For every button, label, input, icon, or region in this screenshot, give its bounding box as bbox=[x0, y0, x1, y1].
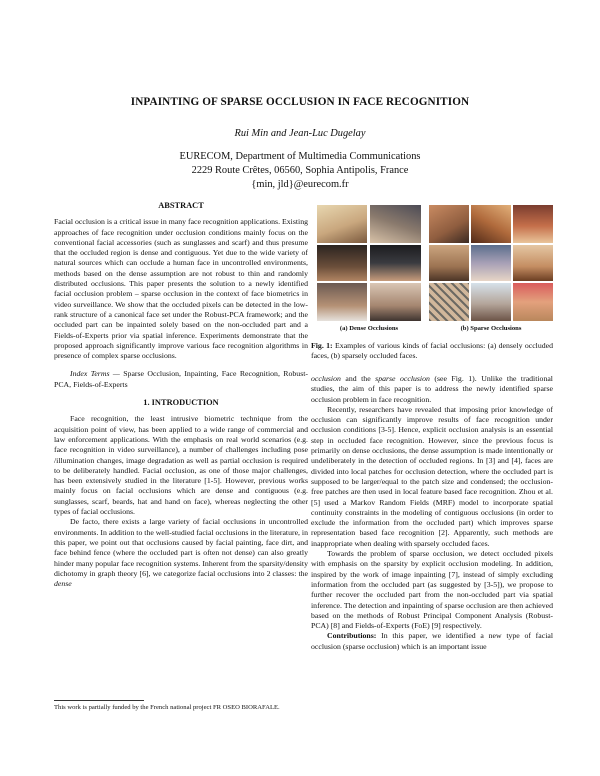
occlusion-term: occlusion bbox=[311, 374, 341, 383]
photo-face-paint-7 bbox=[513, 283, 553, 321]
right-paragraph-3: Towards the problem of sparse occlusion, we detect occluded pixels with emphasis on the sparsity by explicit occlusion modeling. In addition, inspired by the work of image inpainting [7], instead of simply excluding information from the occluded part (as suggested by [3-5]), we propose to further recover the occluded part from the non-occluded part via spatial inference. The detection and inpainting of sparse occlusion are then achieved based on the methods of Robust Principal Component Analysis (Robust-PCA) [8] and Fields-of-Experts (FoE) [9] respectively. bbox=[311, 549, 553, 631]
right-paragraph-4 bbox=[311, 631, 553, 652]
right-p1-rest: (see Fig. 1). Unlike the traditional studies, the aim of this paper is to address the newly identified sparse occlusion problem in face recognition. bbox=[311, 374, 553, 404]
photo-beard bbox=[317, 245, 367, 281]
paper-authors: Rui Min and Jean-Luc Dugelay bbox=[234, 128, 366, 139]
photo-face-paint-1 bbox=[471, 205, 511, 243]
footnote-divider bbox=[54, 700, 144, 701]
figure-caption-label: Fig. 1: bbox=[311, 341, 333, 350]
photo-face-paint-2 bbox=[513, 205, 553, 243]
intro-paragraph-1: Face recognition, the least intrusive biometric technique from the acquisition point of view, has been applied to a wide range of commercial and law enforcement applications. With the emphasis on real world scenarios (e.g. face recognition in video surveillance), a number of challenges including pose /illumination changes, image degradation as well as partial occlusion is required to be deliberately handled. Facial occlusion, as one of those major challenges, has been extensively studied in the literature [1-5]. However, previous works mainly focus on facial occlusions which are dense and contiguous (e.g. sunglasses, scarf, beards, hat and hand on face), whereas neglecting the other types of facial occlusions. bbox=[54, 414, 308, 517]
figure-label-a: (a) Dense Occlusions bbox=[339, 325, 399, 332]
figure-1-caption bbox=[311, 341, 553, 362]
left-column bbox=[54, 201, 308, 589]
abstract-heading: ABSTRACT bbox=[158, 201, 204, 210]
photo-face-paint-6 bbox=[471, 283, 511, 321]
paper-title: INPAINTING OF SPARSE OCCLUSION IN FACE RECOGNITION bbox=[130, 96, 470, 108]
affiliation-line-2: 2229 Route Crêtes, 06560, Sophia Antipolis, France bbox=[191, 165, 409, 176]
index-terms-text: Sparse Occlusion, Inpainting, Face Recognition, Robust-PCA, Fields-of-Experts bbox=[54, 369, 308, 389]
right-paragraph-2: Recently, researchers have revealed that imposing prior knowledge of occlusion can significantly improve results of face recognition under occlusion conditions [3-5]. Hence, explicit occlusion analysis is an essential step in occluded face recognition. However, since the previous focus is primarily on dense occlusions, the dense assumption is made intentionally or undeliberately in the detection of occluded regions. In [3] and [4], faces are divided into local patches for occlusion detection, where the occluded part is supposed to be larger/equal to the patch size and condensed; the occlusion-free patches are then used in local feature based face recognition. Zhou et al. [5] used a Markov Random Fields (MRF) model to incorporate spatial continuity constraints in the modeling of contiguous occlusions (in order to exclude the information from the occluded part) which improves sparse representation based face recognition [2]. Apparently, such methods are inappropriate when dealing with sparsely occluded faces. bbox=[311, 404, 553, 548]
photo-face-paint-3 bbox=[429, 245, 469, 281]
photo-hand-on-face bbox=[370, 205, 421, 243]
index-terms-label: Index Terms — bbox=[70, 369, 120, 379]
photo-face-paint-5 bbox=[513, 245, 553, 281]
photo-scarf bbox=[370, 283, 421, 321]
photo-face-behind-fence bbox=[429, 283, 469, 321]
affiliation-block bbox=[0, 150, 600, 192]
affiliation-email: {min, jld}@eurecom.fr bbox=[251, 179, 349, 190]
contributions-label: Contributions: bbox=[327, 631, 377, 641]
figure-label-b: (b) Sparse Occlusions bbox=[460, 325, 522, 332]
intro-heading: 1. INTRODUCTION bbox=[143, 398, 219, 408]
right-column bbox=[311, 374, 553, 652]
intro-paragraph-2-text: De facto, there exists a large variety of facial occlusions in uncontrolled environments. In addition to the well-studied facial occlusions in the literature, in this paper, we point out that occlusions caused by facial painting, face dirt, and face behind fence (where the occluded part is often not dense) can also greatly hinder many popular face recognition systems. Inherent from the sparsity/density dichotomy in graph theory [6], we categorize facial occlusions into 2 classes: the bbox=[54, 517, 308, 578]
intro-dense-term: dense bbox=[54, 579, 72, 589]
right-paragraph-1 bbox=[311, 374, 553, 405]
right-p1-and: and the bbox=[340, 374, 376, 383]
dense-occlusion-photos bbox=[317, 205, 421, 321]
footnote: This work is partially funded by the French national project FR OSEO BIORAFALE. bbox=[54, 704, 280, 711]
photo-face-paint-4 bbox=[471, 245, 511, 281]
sparse-occlusion-photos bbox=[429, 205, 553, 321]
photo-mask bbox=[317, 283, 367, 321]
intro-paragraph-2 bbox=[54, 517, 308, 589]
contributions-text: In this paper, we identified a new type of facial occlusion (sparse occlusion) which is an important issue bbox=[311, 631, 553, 651]
index-terms bbox=[54, 369, 308, 390]
abstract-body: Facial occlusion is a critical issue in many face recognition applications. Existing approaches of face recognition under occlusion conditions mainly focus on the conventional facial accessories (such as sunglasses and scarf) and thus presume that the occluded region is dense and contiguous. Yet due to the wide variety of natural sources which can occlude a human face in uncontrolled environments, methods based on the dense assumption are not robust to thin and randomly distributed occlusions. This paper presents the solution to a newly identified facial occlusion problem – sparse occlusion in the context of face biometrics in video surveillance. We show that the occluded pixels can be detected in the low-rank structure of a canonical face set under the Robust-PCA framework; and the occluded part can be inpainted solely based on the non-occluded part and a Fields-of-Experts prior via spatial inference. Experiments demonstrate that the proposed approach significantly improve various face recognition algorithms in presence of complex sparse occlusions. bbox=[54, 217, 308, 361]
affiliation-line-1: EURECOM, Department of Multimedia Communications bbox=[179, 151, 421, 162]
figure-caption-text: Examples of various kinds of facial occlusions: (a) densely occluded faces, (b) sparsely occluded faces. bbox=[311, 341, 553, 361]
sparse-occlusion-term: sparse occlusion bbox=[375, 374, 430, 383]
photo-face-dirt bbox=[429, 205, 469, 243]
photo-sunglasses-woman bbox=[317, 205, 367, 243]
photo-hat bbox=[370, 245, 421, 281]
